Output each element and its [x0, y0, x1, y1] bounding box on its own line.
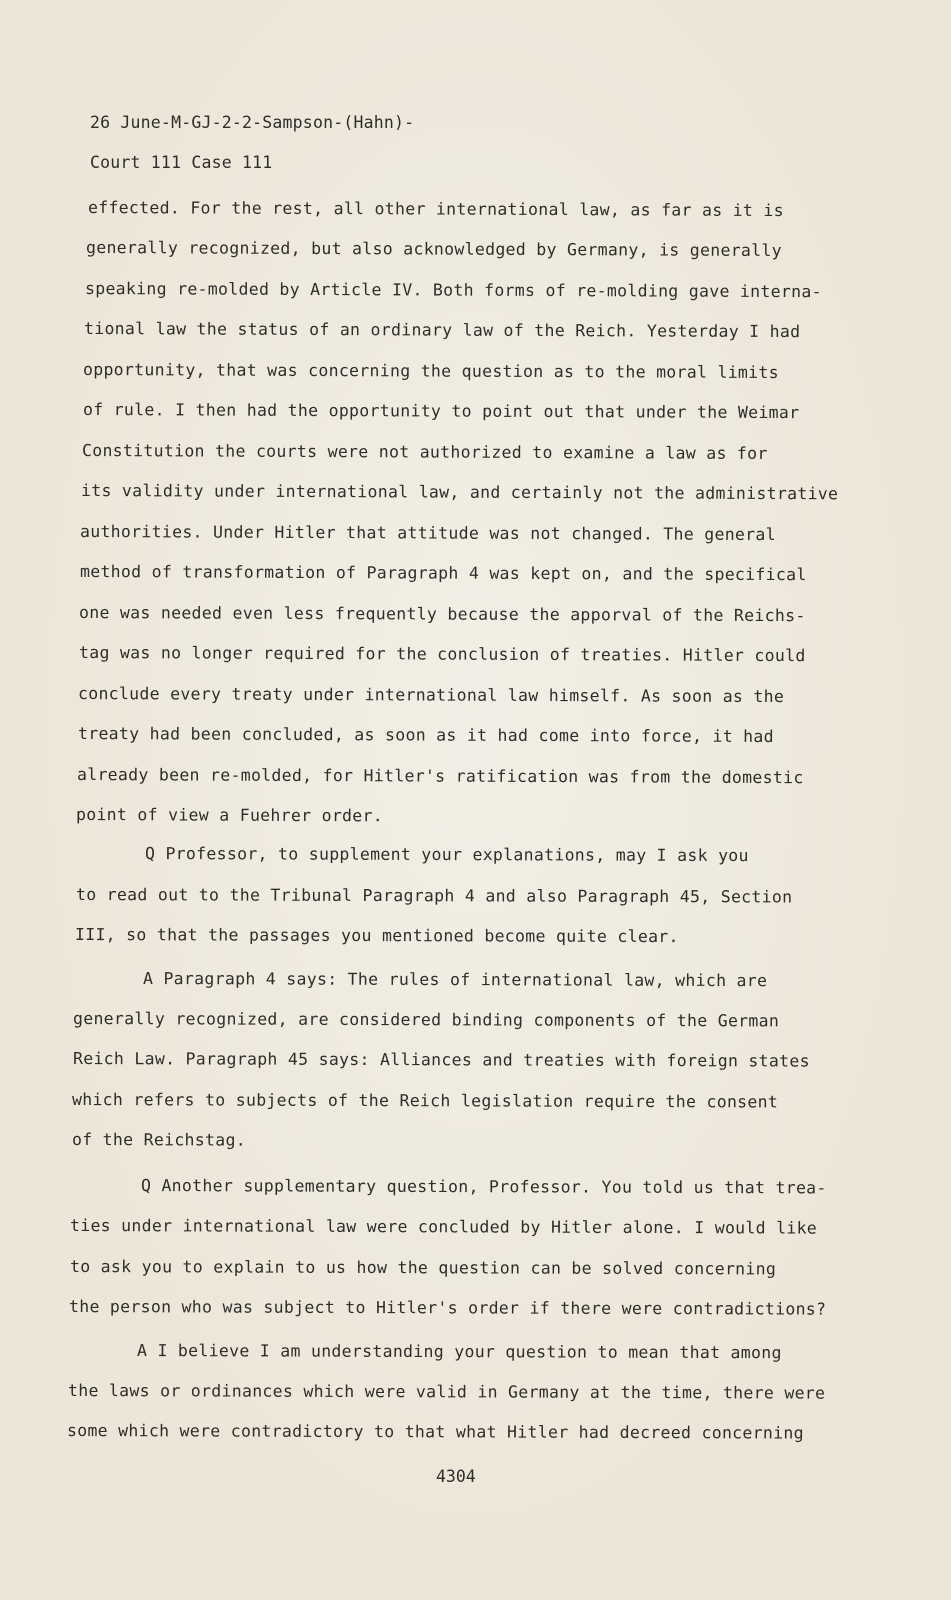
text-line: some which were contradictory to that what Hitler had decreed concerning: [66, 1421, 804, 1443]
text-line: of the Reichstag.: [71, 1130, 247, 1150]
text-line: conclude every treaty under international law himself. As soon as the: [77, 684, 785, 707]
text-line: method of transformation of Paragraph 4 was kept on, and the specifical: [79, 562, 807, 585]
header-session-line: 26 June-M-GJ-2-2-Sampson-(Hahn)-: [90, 113, 415, 132]
text-line: the laws or ordinances which were valid in Germany at the time, there were: [67, 1381, 826, 1403]
question-line: Q Professor, to supplement your explanations, may I ask you: [144, 844, 749, 866]
text-line: Constitution the courts were not authorized to examine a law as for: [81, 441, 768, 463]
text-line: to ask you to explain to us how the question can be solved concerning: [69, 1257, 777, 1279]
text-line: opportunity, that was concerning the question as to the moral limits: [82, 360, 779, 383]
answer-line: A Paragraph 4 says: The rules of international law, which are: [142, 969, 768, 991]
text-line: which refers to subjects of the Reich legislation require the consent: [71, 1090, 779, 1112]
text-line: tional law the status of an ordinary law of the Reich. Yesterday I had: [83, 319, 801, 342]
text-line: its validity under international law, and certainly not the administrative: [80, 481, 839, 504]
text-line: the person who was subject to Hitler's order if there were contradictions?: [68, 1297, 827, 1319]
text-line: generally recognized, are considered binding components of the German: [72, 1009, 780, 1031]
text-line: tag was no longer required for the conclusion of treaties. Hitler could: [78, 643, 806, 666]
text-line: Reich Law. Paragraph 45 says: Alliances and treaties with foreign states: [72, 1049, 810, 1071]
question-line: Q Another supplementary question, Professor. You told us that trea-: [140, 1176, 827, 1198]
text-line: generally recognized, but also acknowledged by Germany, is generally: [85, 238, 782, 261]
text-line: of rule. I then had the opportunity to point out that under the Weimar: [82, 400, 800, 423]
text-line: effected. For the rest, all other international law, as far as it is: [87, 198, 784, 221]
header-court-line: Court 111 Case 111: [90, 153, 273, 172]
text-line: speaking re-molded by Article IV. Both forms of re-molding gave interna-: [84, 279, 822, 302]
text-line: ties under international law were concluded by Hitler alone. I would like: [69, 1216, 818, 1238]
text-line: to read out to the Tribunal Paragraph 4 and also Paragraph 45, Section: [75, 885, 793, 907]
text-line: III, so that the passages you mentioned become quite clear.: [74, 925, 679, 947]
page-number: 4304: [436, 1467, 476, 1486]
answer-line: A I believe I am understanding your question to mean that among: [136, 1341, 782, 1363]
text-line: treaty had been concluded, as soon as it had come into force, it had: [77, 724, 774, 747]
text-line: point of view a Fuehrer order.: [75, 805, 384, 826]
text-line: already been re-molded, for Hitler's ratification was from the domestic: [76, 765, 804, 788]
text-line: authorities. Under Hitler that attitude was not changed. The general: [79, 522, 776, 545]
text-line: one was needed even less frequently because the apporval of the Reichs-: [78, 603, 806, 626]
